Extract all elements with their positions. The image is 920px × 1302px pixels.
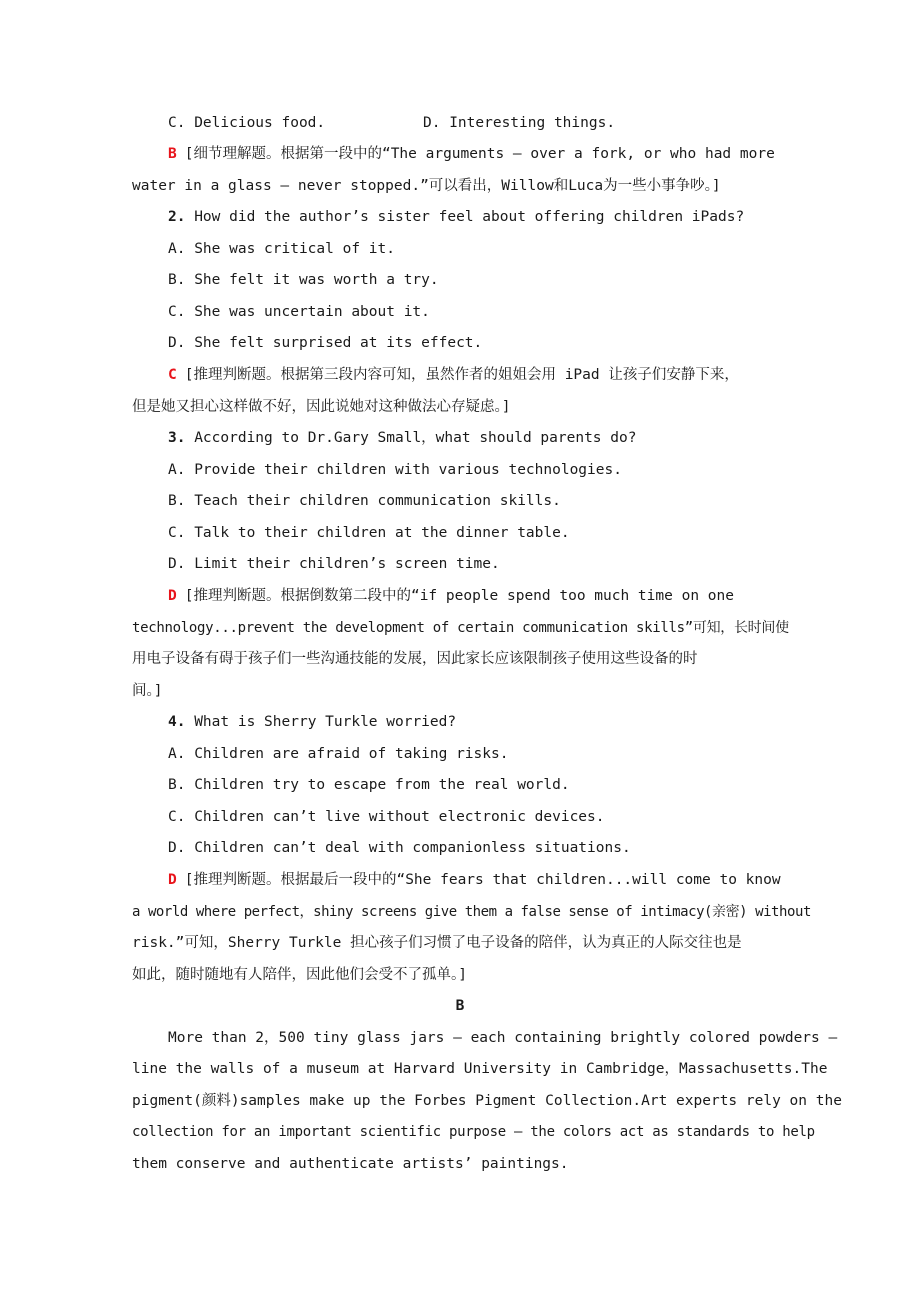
q3-explanation-line-3: 用电子设备有碍于孩子们一些沟通技能的发展，因此家长应该限制孩子使用这些设备的时	[132, 651, 698, 667]
q1-option-d: D. Interesting things.	[423, 115, 616, 131]
q2-option-c: C. She was uncertain about it.	[168, 304, 430, 320]
section-b-paragraph-line-2: line the walls of a museum at Harvard University in Cambridge，Massachusetts.The	[132, 1061, 828, 1077]
q2-option-b: B. She felt it was worth a try.	[168, 272, 439, 288]
q2-explanation-line-2: 但是她又担心这样做不好，因此说她对这种做法心存疑虑。]	[132, 399, 511, 415]
q4-explanation-line-1: D [推理判断题。根据最后一段中的“She fears that children...will come to know	[168, 872, 781, 888]
q3-option-a: A. Provide their children with various technologies.	[168, 462, 622, 478]
q3-explanation-line-2: technology...prevent the development of certain communication skills”可知，长时间使	[132, 620, 789, 636]
q2-stem: 2. How did the author’s sister feel about offering children iPads?	[168, 209, 745, 225]
q1-explanation-line-1: B [细节理解题。根据第一段中的“The arguments — over a fork, or who had more	[168, 146, 775, 162]
section-b-heading: B	[455, 998, 465, 1014]
q1-option-c: C. Delicious food.	[168, 115, 326, 131]
q2-answer: C	[168, 367, 177, 383]
q3-explanation-line-4: 间。]	[132, 683, 163, 699]
section-b-paragraph-line-4: collection for an important scientific purpose — the colors act as standards to help	[132, 1124, 815, 1140]
q4-explanation-line-2: a world where perfect，shiny screens give them a false sense of intimacy(亲密) without	[132, 904, 811, 920]
q1-answer: B	[168, 146, 177, 162]
q3-stem: 3. According to Dr.Gary Small，what should parents do?	[168, 430, 637, 446]
q2-explanation-line-1: C [推理判断题。根据第三段内容可知，虽然作者的姐姐会用 iPad 让孩子们安静下来，	[168, 367, 739, 383]
q4-stem: 4. What is Sherry Turkle worried?	[168, 714, 457, 730]
q2-option-d: D. She felt surprised at its effect.	[168, 335, 483, 351]
q4-option-a: A. Children are afraid of taking risks.	[168, 746, 509, 762]
q3-explanation-line-1: D [推理判断题。根据倒数第二段中的“if people spend too much time on one	[168, 588, 734, 604]
q1-explanation-line-2: water in a glass — never stopped.”可以看出，Willow和Luca为一些小事争吵。]	[132, 178, 721, 194]
q4-explanation-line-4: 如此，随时随地有人陪伴，因此他们会受不了孤单。]	[132, 967, 467, 983]
section-b-paragraph-line-3: pigment(颜料)samples make up the Forbes Pigment Collection.Art experts rely on the	[132, 1093, 842, 1109]
q4-option-b: B. Children try to escape from the real world.	[168, 777, 570, 793]
q4-answer: D	[168, 872, 177, 888]
q2-option-a: A. She was critical of it.	[168, 241, 395, 257]
q3-option-c: C. Talk to their children at the dinner table.	[168, 525, 570, 541]
q4-option-c: C. Children can’t live without electronic devices.	[168, 809, 605, 825]
q4-option-d: D. Children can’t deal with companionless situations.	[168, 840, 631, 856]
section-b-paragraph-line-1: More than 2，500 tiny glass jars — each containing brightly colored powders —	[168, 1030, 838, 1046]
q3-option-d: D. Limit their children’s screen time.	[168, 556, 500, 572]
section-b-paragraph-line-5: them conserve and authenticate artists’ paintings.	[132, 1156, 569, 1172]
q3-answer: D	[168, 588, 177, 604]
q4-explanation-line-3: risk.”可知，Sherry Turkle 担心孩子们习惯了电子设备的陪伴，认为真正的人际交往也是	[132, 935, 742, 951]
q1-options-row	[168, 113, 868, 133]
q3-option-b: B. Teach their children communication skills.	[168, 493, 561, 509]
